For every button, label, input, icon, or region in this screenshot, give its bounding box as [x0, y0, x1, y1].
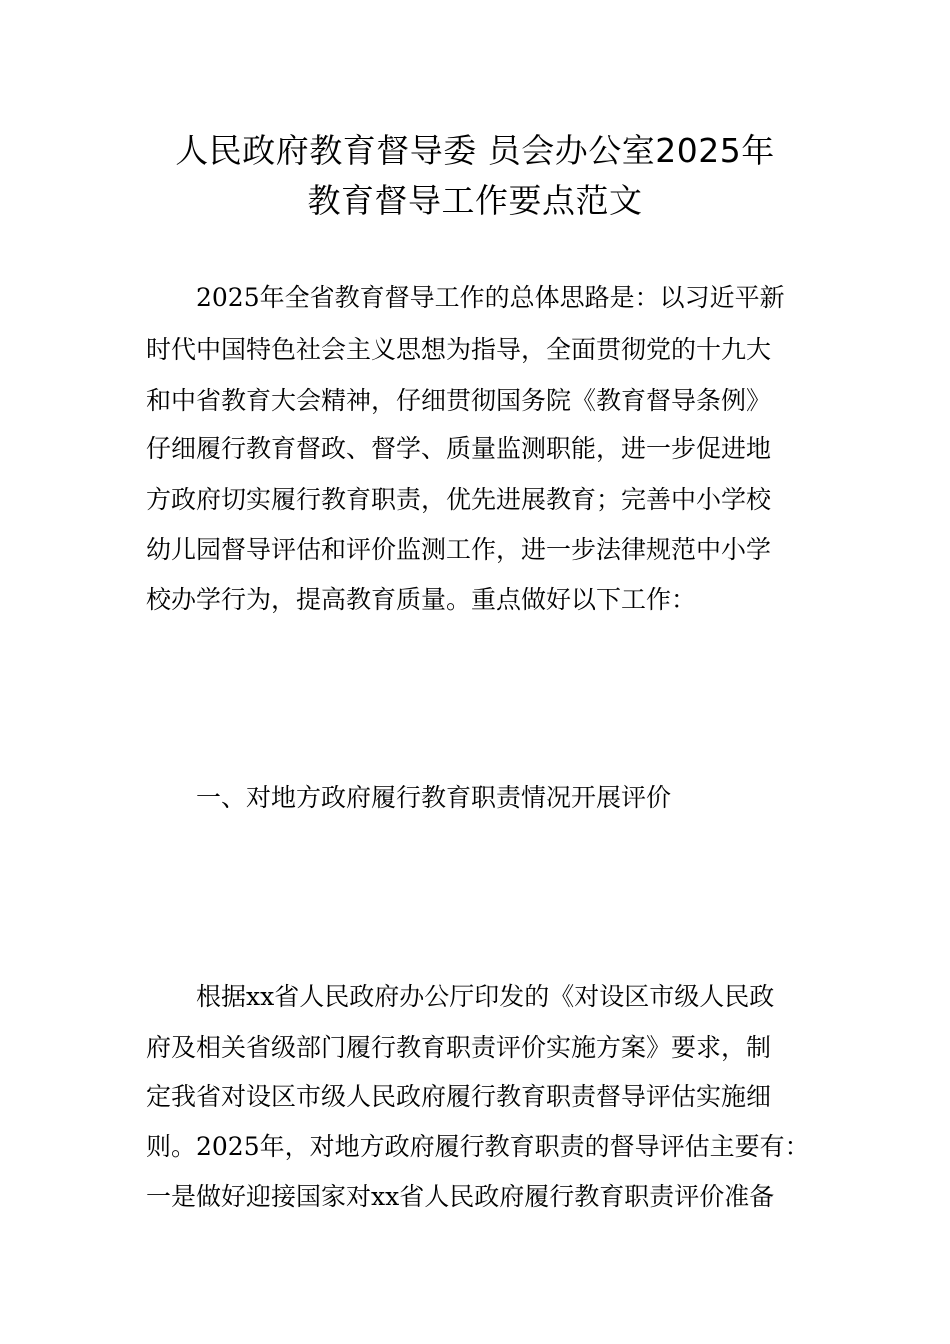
- intro-paragraph-line: 和中省教育大会精神，仔细贯彻国务院《教育督导条例》: [146, 386, 772, 415]
- document-title-line-2: 教育督导工作要点范文: [307, 181, 643, 220]
- section-paragraph-line: 则。2025年，对地方政府履行教育职责的督导评估主要有：: [146, 1132, 810, 1161]
- section-paragraph-line: 定我省对设区市级人民政府履行教育职责督导评估实施细: [146, 1082, 772, 1111]
- section-heading: 一、对地方政府履行教育职责情况开展评价: [196, 783, 672, 812]
- intro-paragraph-line: 2025年全省教育督导工作的总体思路是：以习近平新: [196, 283, 785, 312]
- intro-paragraph-line: 方政府切实履行教育职责，优先进展教育；完善中小学校: [146, 485, 772, 514]
- section-paragraph-line: 一是做好迎接国家对xx省人民政府履行教育职责评价准备: [146, 1182, 775, 1211]
- section-paragraph-line: 根据xx省人民政府办公厅印发的《对设区市级人民政: [196, 982, 775, 1011]
- document-title-line-1: 人民政府教育督导委 员会办公室2025年: [175, 131, 775, 170]
- intro-paragraph-line: 时代中国特色社会主义思想为指导，全面贯彻党的十九大: [146, 335, 772, 364]
- intro-paragraph-line: 幼儿园督导评估和评价监测工作，进一步法律规范中小学: [146, 535, 772, 564]
- intro-paragraph-line: 仔细履行教育督政、督学、质量监测职能，进一步促进地: [146, 434, 772, 463]
- section-paragraph-line: 府及相关省级部门履行教育职责评价实施方案》要求，制: [146, 1033, 772, 1062]
- intro-paragraph-line: 校办学行为，提高教育质量。重点做好以下工作：: [146, 585, 697, 614]
